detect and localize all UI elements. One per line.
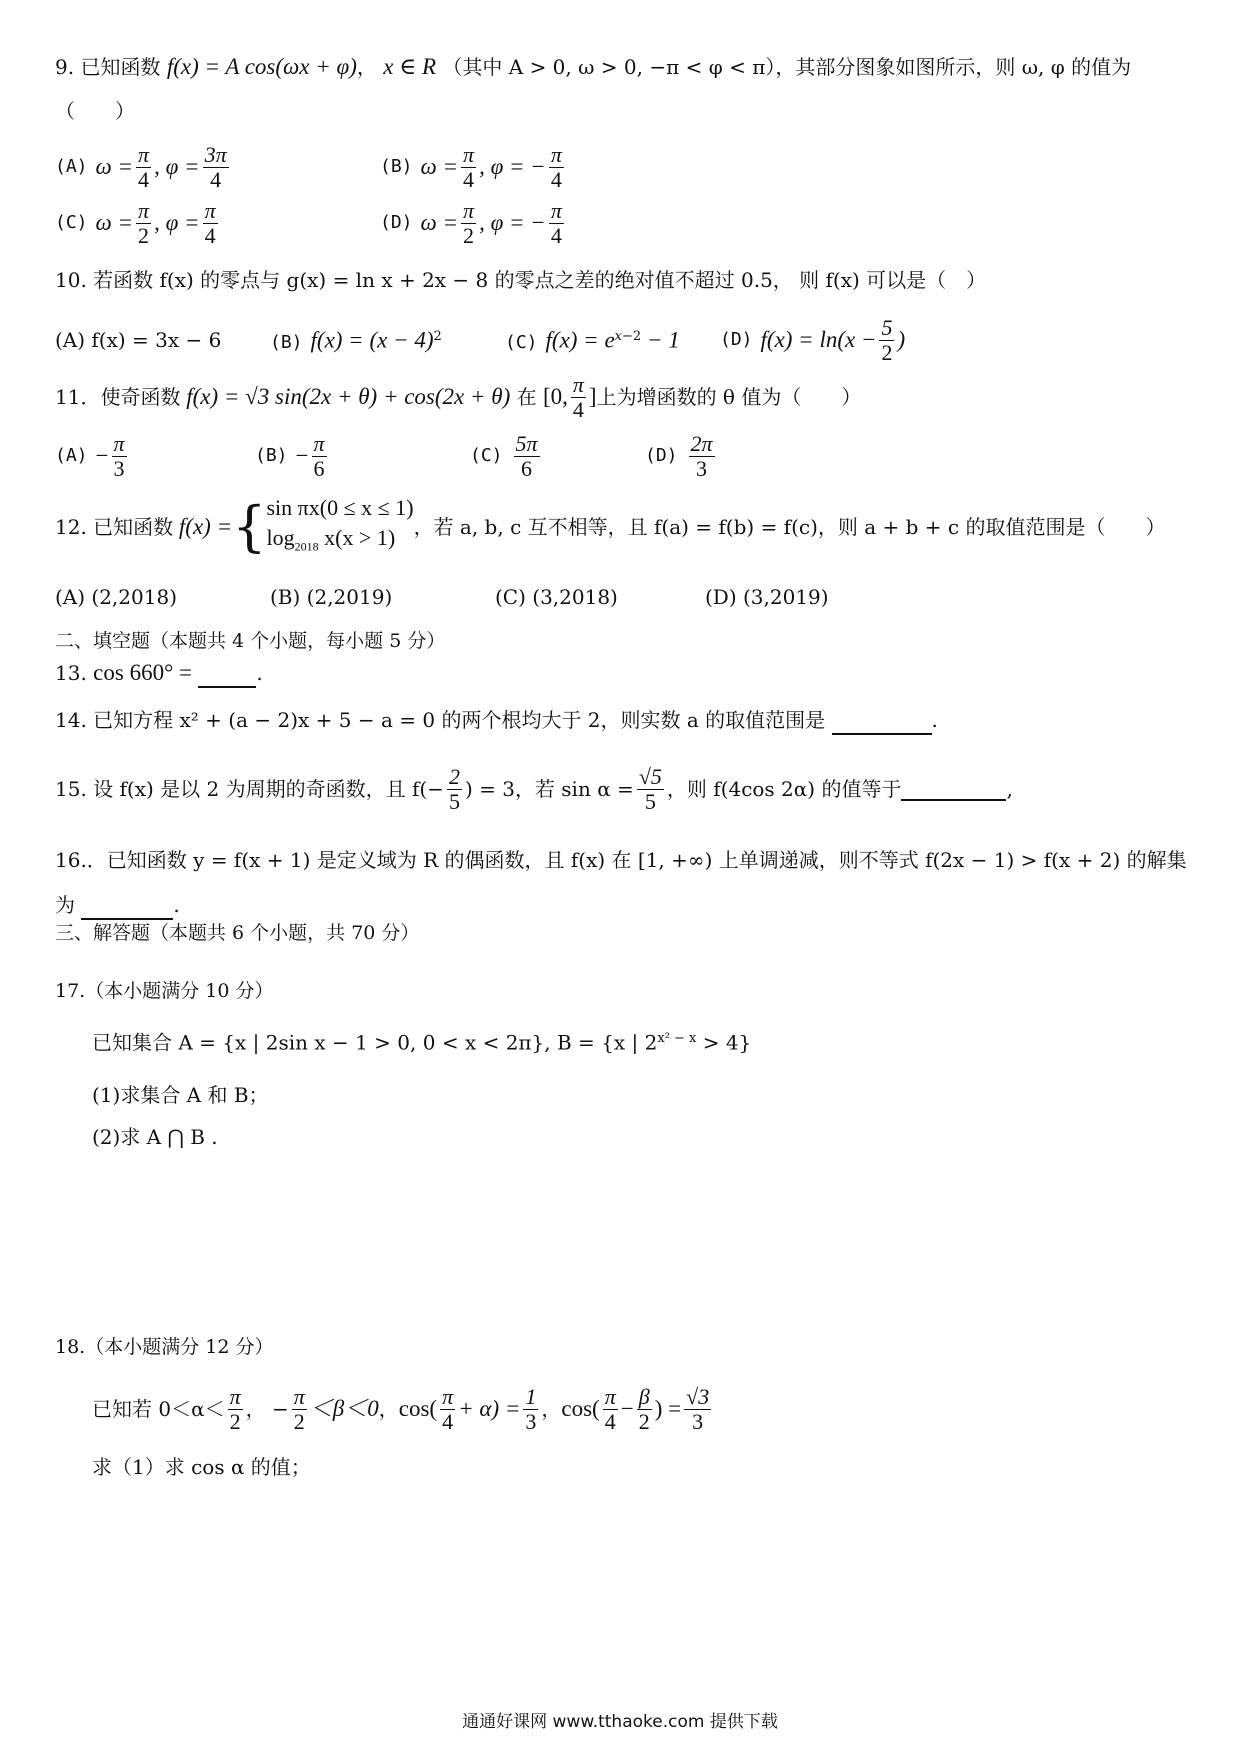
- q10-options: [55, 312, 905, 368]
- q11-option-c: (C) $\frac{5\pi}{6}$: [470, 430, 538, 481]
- q12-option-a: (A) (2,2018): [55, 585, 177, 609]
- q10-option-d: (D) f(x) = ln(x − $\frac{5}{2}$ ): [720, 314, 906, 365]
- q15: 15. 设 f(x) 是以 2 为周期的奇函数，且 f(− $\frac{2}{5}$ ) = 3，若 sin α = $\frac{√5}{5}$ ，则 f(4cos 2α) 的值等于 ,: [55, 763, 1013, 814]
- section-solution-heading: 三、解答题（本题共 6 个小题，共 70 分）: [55, 922, 420, 944]
- q17-given-sets: 已知集合 A = {x | 2sin x − 1 > 0, 0 < x < 2π}, B = {x | $2^{x^2 - x} > 4$}: [92, 1030, 752, 1055]
- q11-options: [55, 428, 718, 484]
- section-fill-in-heading: 二、填空题（本题共 4 个小题，每小题 5 分）: [55, 630, 446, 652]
- q17-part2: (2)求 A ⋂ B .: [92, 1125, 218, 1149]
- q18-heading: 18.（本小题满分 12 分）: [55, 1336, 274, 1358]
- q9-paren: （ ）: [55, 99, 135, 123]
- q9-option-c: (C) ω = $\frac{\pi}{2}$ , φ = $\frac{\pi}{4}$: [55, 197, 216, 248]
- q10-option-a: (A) f(x) = 3x − 6: [55, 328, 222, 352]
- q10-stem: 10. 若函数 f(x) 的零点与 g(x) = ln x + 2x − 8 的零点之差的绝对值不超过 0.5， 则 f(x) 可以是（ ）: [55, 268, 987, 292]
- q12-piecewise: sin πx(0 ≤ x ≤ 1) $\log_{2018} x(x > 1)$: [266, 494, 414, 554]
- footer-source: 通通好课网 www.tthaoke.com 提供下载: [462, 1712, 778, 1732]
- q15-answer-blank[interactable]: [901, 777, 1006, 801]
- q11-option-d: (D) $\frac{2\pi}{3}$: [645, 430, 713, 481]
- q14-answer-blank[interactable]: [832, 711, 932, 735]
- q9-option-d: (D) ω = $\frac{\pi}{2}$ , φ = − $\frac{\pi}{4}$: [380, 197, 562, 248]
- q10-option-b: (B) $f(x) = (x - 4)^2$: [270, 327, 442, 353]
- q11-option-a: (A) − $\frac{\pi}{3}$: [55, 430, 125, 481]
- q12-option-c: (C) (3,2018): [495, 585, 618, 609]
- q17-heading: 17.（本小题满分 10 分）: [55, 980, 274, 1002]
- q13-answer-blank[interactable]: [198, 664, 256, 688]
- q16-line2: 为 .: [55, 890, 180, 920]
- q11-stem: 11．使奇函数 f(x) = √3 sin(2x + θ) + cos(2x + θ) 在 [0, $\frac{\pi}{4}$ ] 上为增函数的 θ 值为（ ）: [55, 371, 862, 422]
- q17-part1: (1)求集合 A 和 B；: [92, 1083, 269, 1107]
- q18-given: 已知若 0＜α＜ $\frac{\pi}{2}$ ， − $\frac{\pi}{2}$ ＜β＜0 ， cos( $\frac{\pi}{4}$ + α) = $\frac{1}{3}$ ， cos( $\frac{\pi}{4}$ − $\frac{\beta}{2}$ ) = $\frac{√3}{3}$: [92, 1383, 710, 1434]
- q12-stem: 12. 已知函数 f(x) = { sin πx(0 ≤ x ≤ 1) $\log_{2018} x(x > 1)$ ，若 a, b, c 互不相等，且 f(a) = f(b) = f(c)，则 a + b + c 的取值范围是（ ）: [55, 492, 1165, 562]
- q16-answer-blank[interactable]: [81, 896, 173, 920]
- q12-option-d: (D) (3,2019): [705, 585, 829, 609]
- q14: 14. 已知方程 x² + (a − 2)x + 5 − a = 0 的两个根均大于 2，则实数 a 的取值范围是 .: [55, 705, 938, 735]
- q18-part1: 求（1）求 cos α 的值；: [92, 1455, 311, 1479]
- q16-line1: 16.．已知函数 y = f(x + 1) 是定义域为 R 的偶函数，且 f(x) 在 [1, +∞) 上单调递减，则不等式 f(2x − 1) > f(x + 2) 的解集: [55, 848, 1187, 872]
- q9-stem: 9. 已知函数 f(x) = A cos(ωx + φ)， x ∈ R （其中 A > 0, ω > 0, −π < φ < π），其部分图象如图所示，则 ω, φ 的值为: [55, 54, 1132, 79]
- q9-option-b: (B) ω = $\frac{\pi}{4}$ , φ = − $\frac{\pi}{4}$: [380, 141, 562, 192]
- q10-option-c: (C) $f(x) = e^{x-2} - 1$: [505, 327, 680, 353]
- q9-option-a: (A) ω = $\frac{\pi}{4}$ , φ = $\frac{3\pi}{4}$: [55, 141, 227, 192]
- q12-options: [55, 582, 829, 612]
- q11-option-b: (B) − $\frac{\pi}{6}$: [255, 430, 325, 481]
- q12-option-b: (B) (2,2019): [270, 585, 393, 609]
- q13: 13. cos 660° = .: [55, 658, 263, 688]
